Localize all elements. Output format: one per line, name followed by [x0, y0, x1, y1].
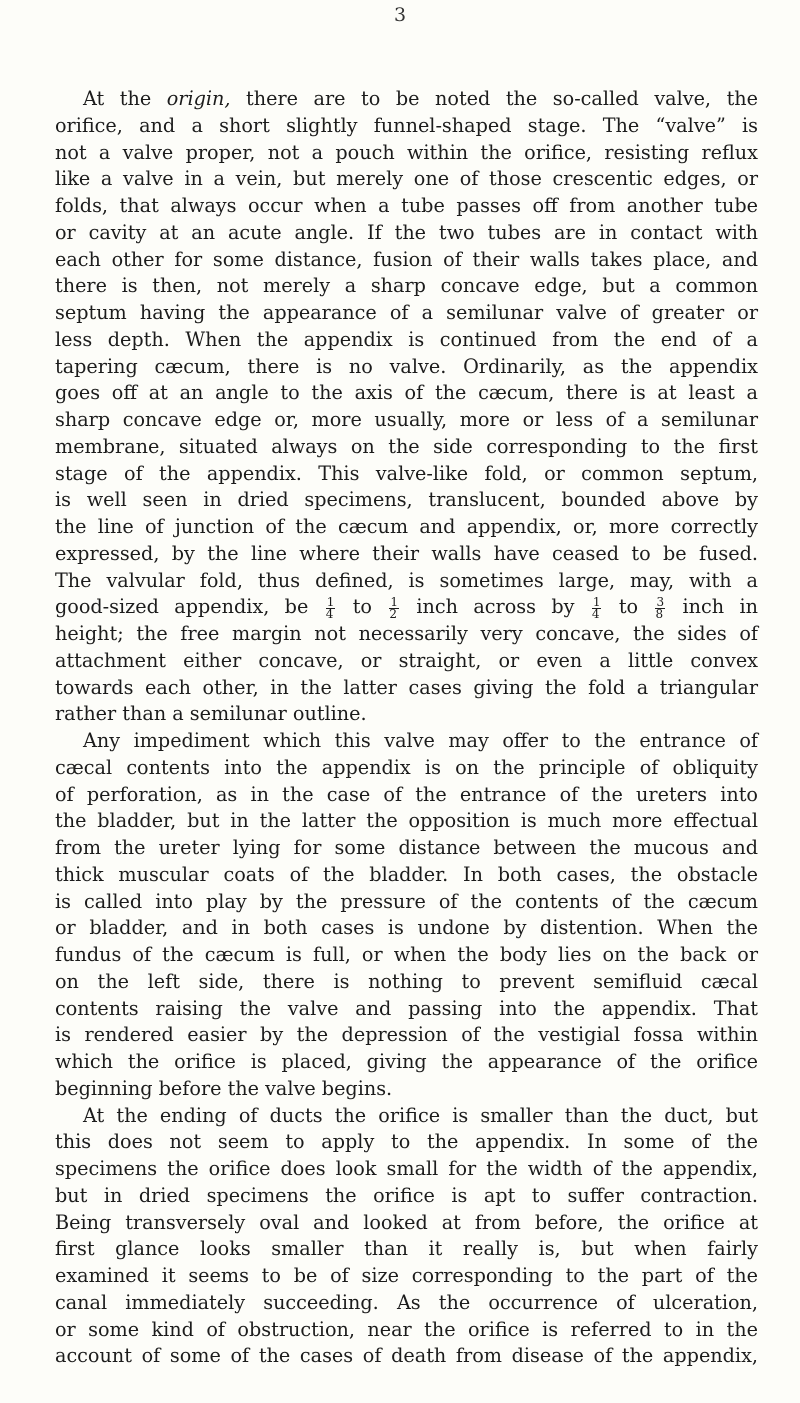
line-text: there are to be noted the so-called valve, the	[230, 87, 758, 110]
text-line: fundus of the cæcum is full, or when the body lies on the back or	[55, 943, 758, 966]
text-line: Any impediment which this valve may offer to the entrance of	[83, 729, 758, 752]
text-line	[55, 86, 758, 113]
fraction	[655, 594, 665, 621]
page-number: 3	[393, 4, 407, 26]
text-line: the bladder, but in the latter the opposition is much more effectual	[55, 809, 758, 833]
fraction-line-text: good-sized appendix, be	[55, 595, 309, 619]
text-line: less depth. When the appendix is continued from the end of a	[55, 327, 758, 351]
text-line: is called into play by the pressure of the contents of the cæcum	[55, 889, 758, 913]
fraction-line-text: to	[618, 595, 639, 619]
fraction-denominator: 8	[655, 606, 664, 621]
fraction-line-text: inch in	[682, 595, 758, 619]
fraction	[389, 594, 399, 621]
text-line: Being transversely oval and looked at from before, the orifice at	[55, 1210, 758, 1234]
text-line: there is then, not merely a sharp concave edge, but a common	[55, 274, 758, 298]
text-line: of perforation, as in the case of the entrance of the ureters into	[55, 782, 758, 806]
text-line: At the ending of ducts the orifice is smaller than the duct, but	[83, 1103, 758, 1127]
text-line: like a valve in a vein, but merely one of those crescentic edges, or	[55, 167, 758, 191]
fraction	[591, 594, 602, 621]
text-line: the line of junction of the cæcum and appendix, or, more correctly	[55, 515, 758, 538]
fraction-numerator: 1	[326, 594, 335, 609]
text-line: examined it seems to be of size corresponding to the part of the	[55, 1264, 758, 1287]
text-line: canal immediately succeeding. As the occurrence of ulceration,	[55, 1290, 758, 1314]
text-line: towards each other, in the latter cases giving the fold a triangular	[55, 675, 758, 699]
text-line: which the orifice is placed, giving the appearance of the orifice	[55, 1050, 758, 1073]
text-line: sharp concave edge or, more usually, more or less of a semilunar	[55, 408, 758, 431]
text-line: from the ureter lying for some distance between the mucous and	[55, 836, 758, 859]
text-line: height; the free margin not necessarily very concave, the sides of	[55, 622, 758, 645]
fraction	[325, 594, 336, 621]
text-line: septum having the appearance of a semilunar valve of greater or	[55, 301, 758, 324]
text-line: orifice, and a short slightly funnel-shaped stage. The “valve” is	[55, 113, 758, 137]
text-line: or bladder, and in both cases is undone by distention. When the	[55, 916, 758, 940]
text-line: or some kind of obstruction, near the orifice is referred to in the	[55, 1317, 758, 1341]
text-line: attachment either concave, or straight, or even a little convex	[55, 648, 758, 672]
fraction-denominator: 2	[389, 606, 397, 621]
fraction-denominator: 4	[591, 606, 600, 621]
fraction-line-text: to	[352, 595, 372, 619]
text-line: folds, that always occur when a tube passes off from another tube	[55, 194, 758, 217]
text-line: cæcal contents into the appendix is on the principle of obliquity	[55, 755, 758, 779]
text-line: contents raising the valve and passing into the appendix. That	[55, 996, 758, 1020]
fraction-numerator: 1	[592, 594, 601, 609]
text-line: expressed, by the line where their walls have ceased to be fused.	[55, 541, 758, 565]
text-line: but in dried specimens the orifice is apt to suffer contraction.	[55, 1183, 758, 1207]
text-line	[55, 594, 758, 621]
text-line: this does not seem to apply to the appendix. In some of the	[55, 1130, 758, 1154]
text-line: on the left side, there is nothing to prevent semifluid cæcal	[55, 969, 758, 993]
text-line: goes off at an angle to the axis of the cæcum, there is at least a	[55, 381, 758, 405]
text-line: specimens the orifice does look small for the width of the appendix,	[55, 1157, 758, 1180]
paragraph-p3	[55, 1103, 758, 1371]
fraction-denominator: 4	[325, 606, 334, 621]
text-line: beginning before the valve begins.	[55, 1076, 393, 1100]
text-line: not a valve proper, not a pouch within the orifice, resisting reflux	[55, 140, 758, 164]
text-line: or cavity at an acute angle. If the two tubes are in contact with	[55, 220, 758, 244]
text-line: is rendered easier by the depression of the vestigial fossa within	[55, 1023, 758, 1047]
text-line: The valvular fold, thus defined, is sometimes large, may, with a	[55, 568, 758, 592]
text-line: membrane, situated always on the side corresponding to the first	[55, 434, 758, 458]
fraction-line-text: inch across by	[416, 595, 575, 619]
body-text	[55, 86, 758, 1370]
text-line: thick muscular coats of the bladder. In both cases, the obstacle	[55, 862, 758, 886]
text-line: tapering cæcum, there is no valve. Ordinarily, as the appendix	[55, 354, 758, 378]
line-text: At the	[83, 87, 167, 110]
text-line: account of some of the cases of death from disease of the appendix,	[55, 1344, 758, 1368]
italic-term: origin,	[166, 87, 231, 110]
paragraph-p2	[55, 728, 758, 1103]
text-line: stage of the appendix. This valve-like fold, or common septum,	[55, 461, 758, 485]
text-line: first glance looks smaller than it really is, but when fairly	[55, 1237, 758, 1261]
fraction-numerator: 1	[390, 594, 398, 609]
paragraph-p1	[55, 86, 758, 728]
text-line: rather than a semilunar outline.	[55, 702, 367, 726]
fraction-numerator: 3	[656, 594, 665, 609]
text-line: each other for some distance, fusion of their walls takes place, and	[55, 247, 758, 271]
text-line: is well seen in dried specimens, translucent, bounded above by	[55, 488, 758, 512]
